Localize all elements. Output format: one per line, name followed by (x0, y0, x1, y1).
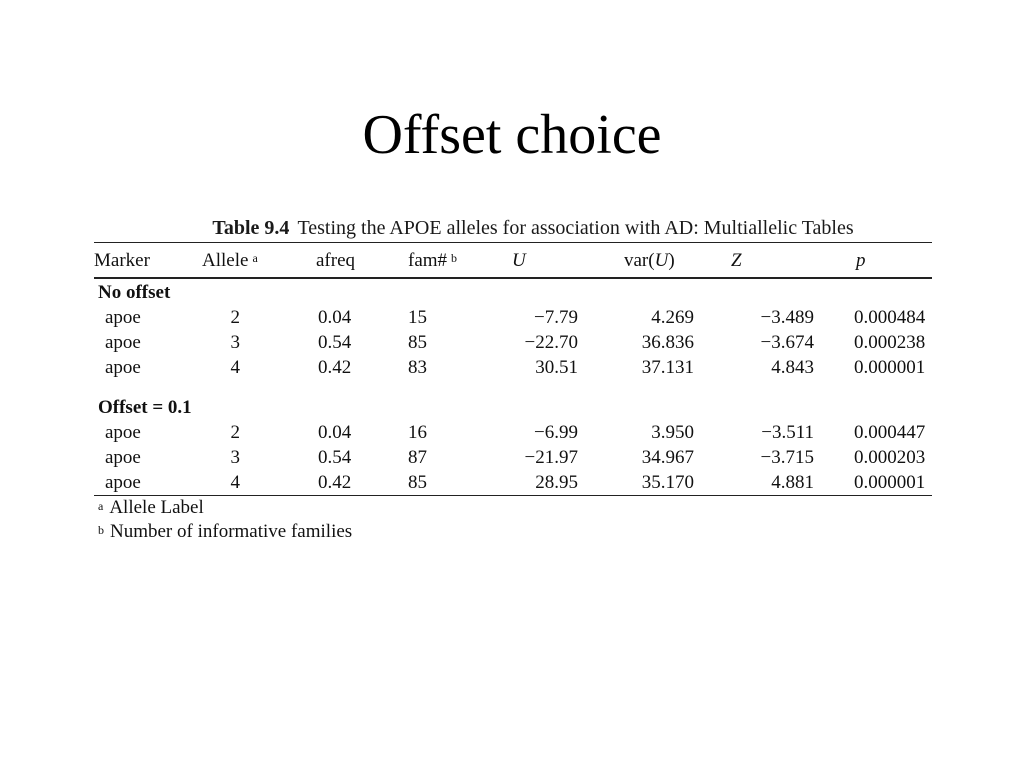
cell-z: −3.511 (761, 422, 814, 443)
cell-marker: apoe (105, 422, 141, 443)
cell-fam: 85 (408, 332, 427, 353)
table-row (94, 445, 932, 470)
cell-fam: 16 (408, 422, 427, 443)
group-title-offset: Offset = 0.1 (98, 397, 192, 418)
cell-p: 0.000203 (854, 447, 926, 468)
header-allele-label: Allele (202, 250, 249, 271)
table-row (94, 355, 932, 380)
cell-var-u: 36.836 (641, 332, 694, 353)
cell-z: −3.674 (760, 332, 814, 353)
slide-title: Offset choice (362, 104, 662, 166)
header-fam (408, 243, 457, 279)
footnote (94, 520, 932, 544)
cell-p: 0.000447 (854, 422, 926, 443)
group-title-no-offset: No offset (98, 282, 171, 303)
header-z: Z (731, 250, 742, 271)
header-fam-label: fam# (408, 250, 448, 271)
cell-afreq: 0.04 (318, 422, 352, 443)
cell-z: −3.489 (760, 307, 814, 328)
cell-fam: 15 (408, 307, 427, 328)
header-var-u-var: U (654, 250, 669, 271)
table-caption-text: Testing the APOE alleles for association with AD: Multiallelic Tables (297, 217, 854, 239)
cell-fam: 85 (408, 472, 427, 493)
footnote-mark-a: a (252, 251, 258, 265)
cell-u: 30.51 (535, 357, 578, 378)
cell-var-u: 3.950 (651, 422, 694, 443)
cell-allele: 4 (230, 357, 240, 378)
cell-z: −3.715 (760, 447, 814, 468)
cell-allele: 3 (230, 332, 240, 353)
cell-marker: apoe (105, 307, 141, 328)
cell-marker: apoe (105, 332, 141, 353)
header-allele (202, 243, 258, 279)
header-var-u (624, 243, 675, 279)
cell-marker: apoe (105, 472, 141, 493)
header-afreq: afreq (316, 250, 356, 271)
cell-var-u: 37.131 (641, 357, 694, 378)
cell-afreq: 0.42 (318, 357, 352, 378)
cell-afreq: 0.54 (318, 447, 352, 468)
table-row (94, 420, 932, 445)
cell-afreq: 0.42 (318, 472, 352, 493)
cell-u: 28.95 (535, 472, 578, 493)
cell-fam: 87 (408, 447, 427, 468)
cell-u: −22.70 (524, 332, 578, 353)
footnote-text: Number of informative families (110, 521, 353, 542)
header-var-u-prefix: var( (624, 250, 655, 271)
header-row (94, 243, 932, 277)
cell-p: 0.000238 (854, 332, 926, 353)
table-number: Table 9.4 (212, 217, 290, 239)
table-row (94, 330, 932, 355)
footnote-mark: b (98, 523, 104, 537)
table-caption (94, 214, 932, 242)
cell-var-u: 34.967 (641, 447, 694, 468)
results-table (94, 214, 932, 544)
cell-u: −7.79 (534, 307, 578, 328)
footnote-mark-b: b (451, 251, 458, 265)
cell-var-u: 4.269 (651, 307, 694, 328)
cell-var-u: 35.170 (641, 472, 694, 493)
cell-allele: 2 (230, 422, 240, 443)
footnote-mark: a (98, 499, 104, 513)
header-var-u-suffix: ) (668, 250, 675, 271)
header-marker: Marker (94, 250, 150, 271)
group-spacer (94, 380, 932, 394)
cell-allele: 2 (230, 307, 240, 328)
cell-marker: apoe (105, 357, 141, 378)
cell-u: −6.99 (534, 422, 578, 443)
header-p: p (856, 250, 866, 271)
table-row (94, 305, 932, 330)
cell-marker: apoe (105, 447, 141, 468)
cell-allele: 4 (230, 472, 240, 493)
cell-fam: 83 (408, 357, 427, 378)
table-row (94, 470, 932, 495)
cell-allele: 3 (230, 447, 240, 468)
cell-afreq: 0.04 (318, 307, 352, 328)
cell-z: 4.881 (771, 472, 814, 493)
footnote (94, 496, 932, 520)
cell-p: 0.000001 (854, 472, 926, 493)
cell-afreq: 0.54 (318, 332, 352, 353)
header-u: U (512, 250, 526, 271)
cell-p: 0.000484 (854, 307, 926, 328)
cell-z: 4.843 (771, 357, 814, 378)
cell-u: −21.97 (524, 447, 578, 468)
cell-p: 0.000001 (854, 357, 926, 378)
footnote-text: Allele Label (109, 497, 204, 518)
